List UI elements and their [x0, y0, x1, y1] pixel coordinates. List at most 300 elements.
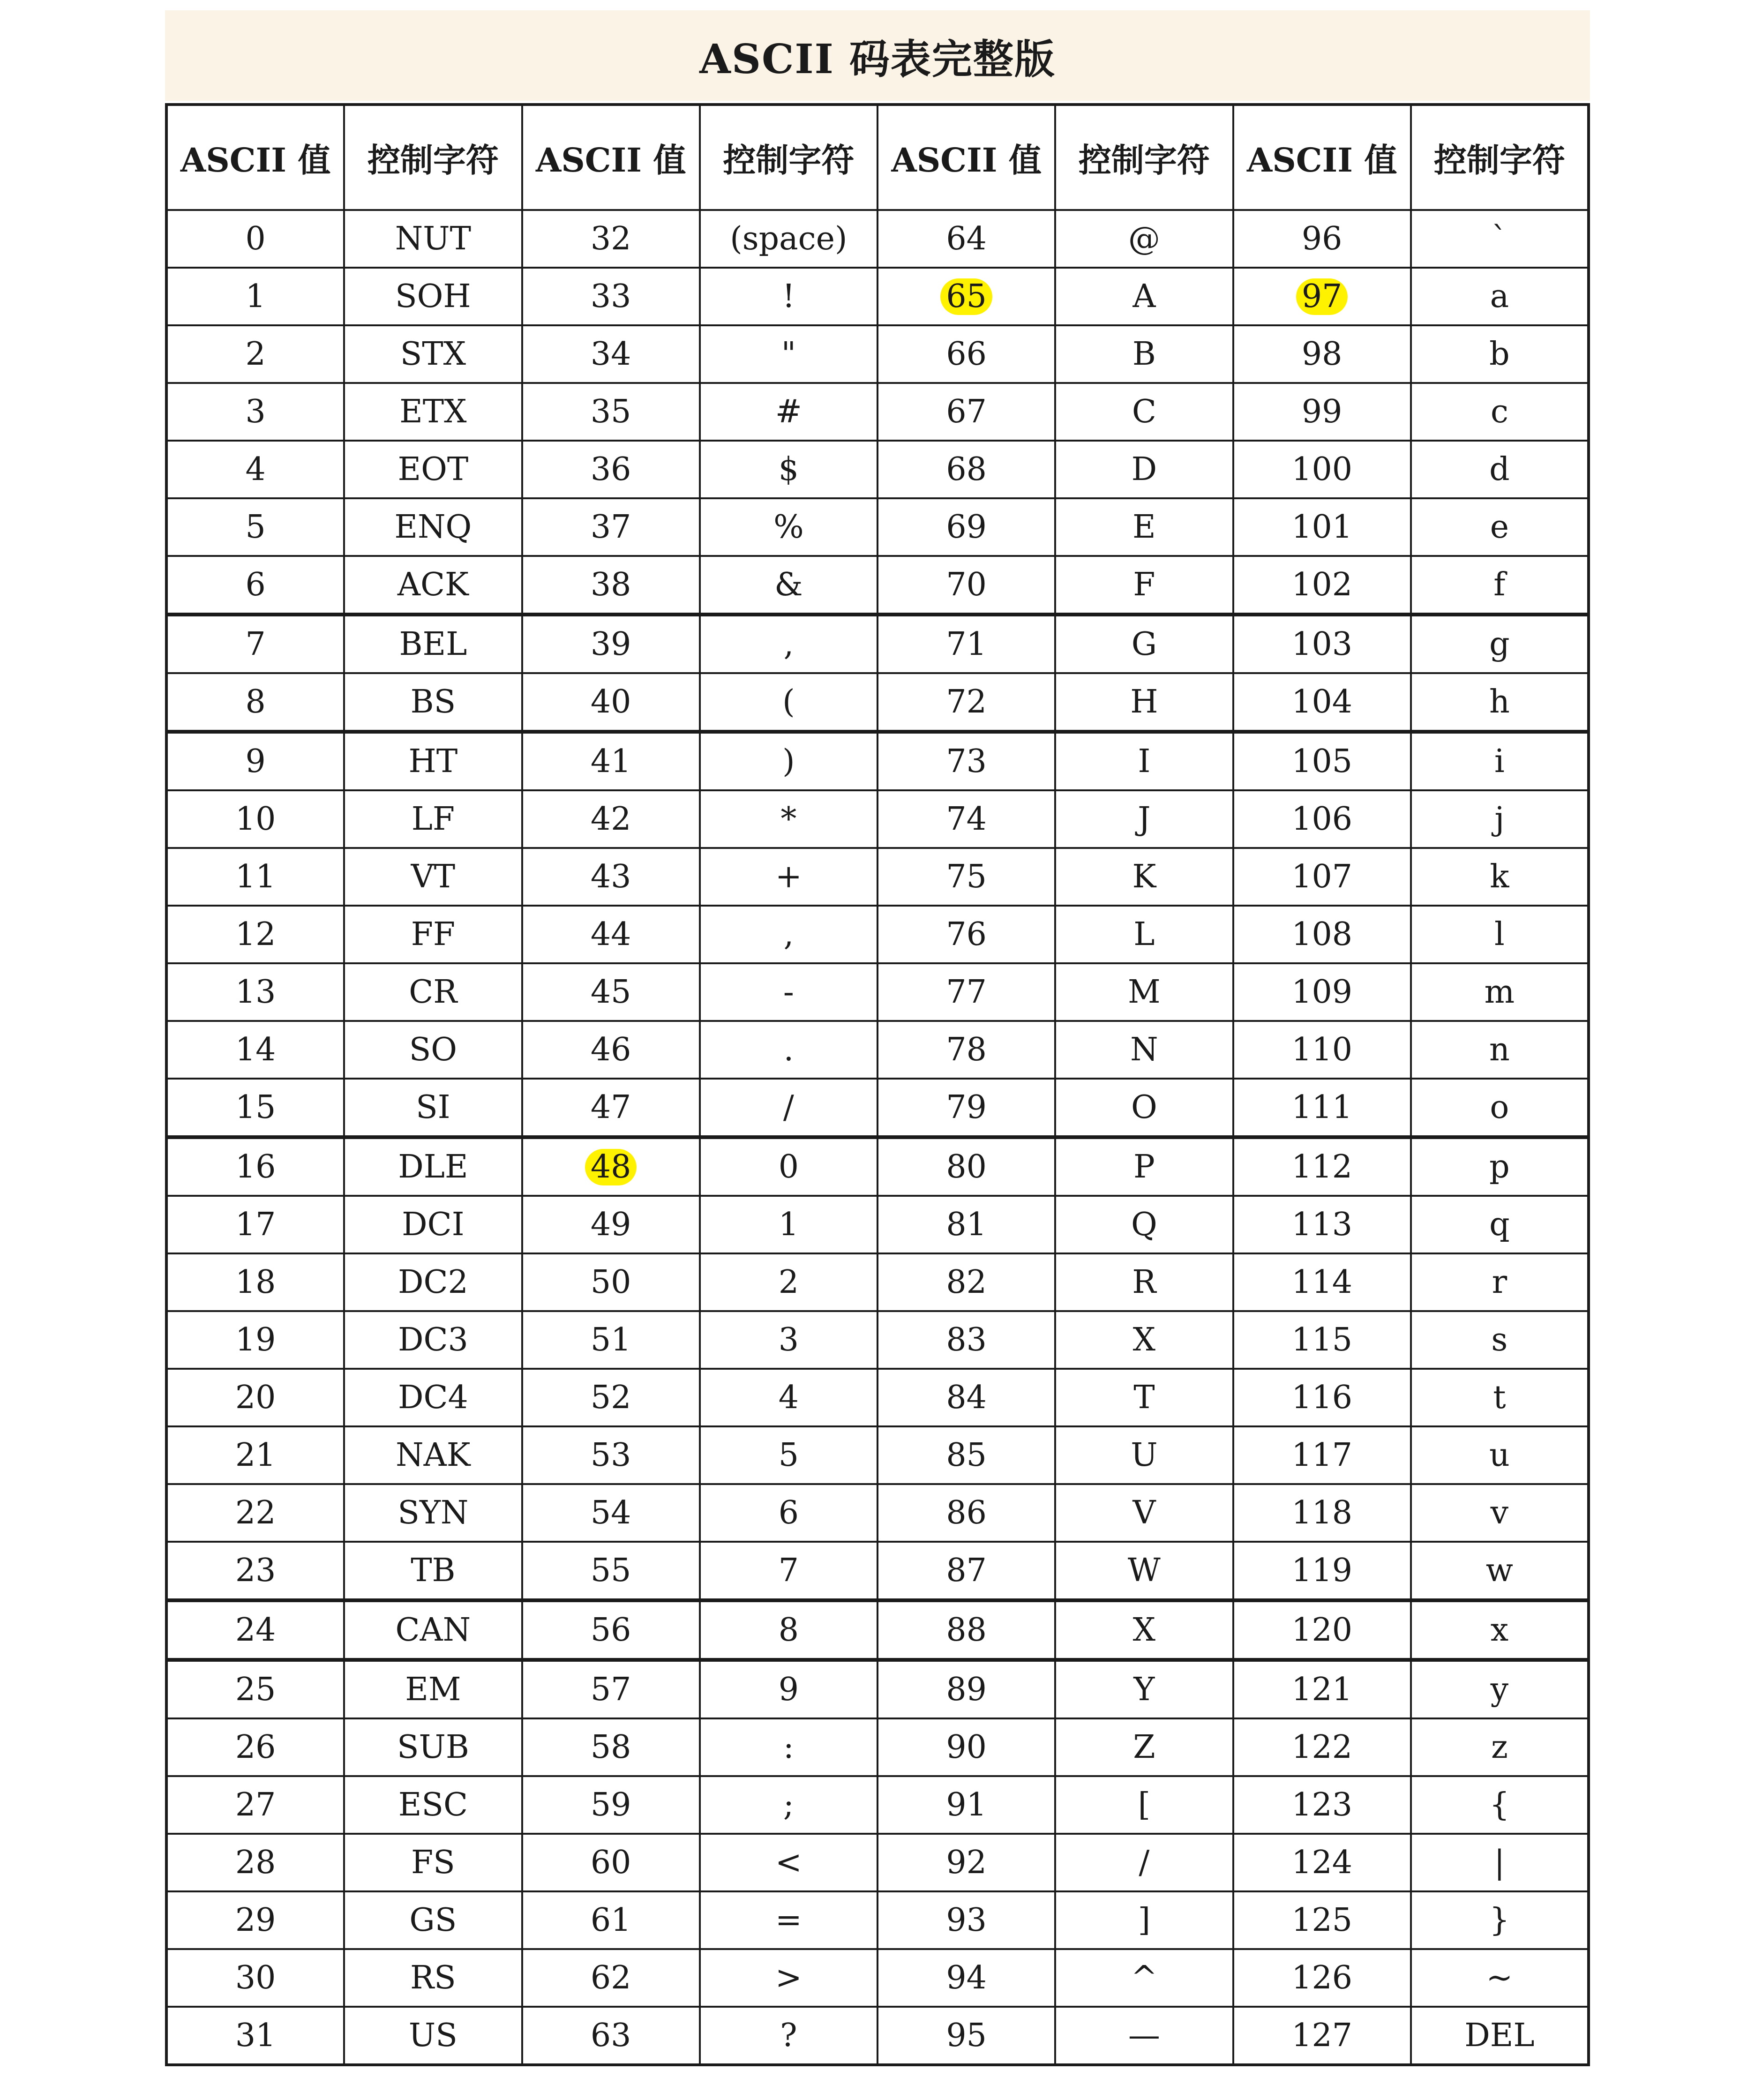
- ascii-value-cell: 50: [522, 1253, 700, 1311]
- control-char-cell: $: [700, 441, 878, 498]
- control-char-cell: d: [1411, 441, 1589, 498]
- control-char-cell: 6: [700, 1484, 878, 1542]
- control-char-cell: DEL: [1411, 2007, 1589, 2065]
- ascii-value-cell: 87: [878, 1542, 1055, 1600]
- control-char-cell: ^: [1055, 1949, 1233, 2007]
- control-char-cell: j: [1411, 790, 1589, 848]
- ascii-value-cell: 108: [1233, 906, 1411, 963]
- control-char-cell: ?: [700, 2007, 878, 2065]
- ascii-value-cell: 82: [878, 1253, 1055, 1311]
- control-char-cell: `: [1411, 210, 1589, 268]
- table-row: [166, 1834, 1589, 1891]
- control-char-cell: 7: [700, 1542, 878, 1600]
- control-char-cell: SI: [344, 1079, 522, 1137]
- control-char-cell: +: [700, 848, 878, 906]
- control-char-cell: ]: [1055, 1891, 1233, 1949]
- ascii-value-cell: 42: [522, 790, 700, 848]
- control-char-cell: m: [1411, 963, 1589, 1021]
- ascii-value-cell: 93: [878, 1891, 1055, 1949]
- table-row: [166, 1660, 1589, 1718]
- control-char-cell: ": [700, 325, 878, 383]
- ascii-value-cell: 110: [1233, 1021, 1411, 1079]
- column-header-ascii-3: ASCII 值: [878, 105, 1055, 210]
- control-char-cell: 1: [700, 1196, 878, 1253]
- control-char-cell: Z: [1055, 1718, 1233, 1776]
- control-char-cell: 8: [700, 1600, 878, 1660]
- control-char-cell: A: [1055, 268, 1233, 325]
- ascii-value-cell: 39: [522, 615, 700, 673]
- ascii-value-cell: 94: [878, 1949, 1055, 2007]
- ascii-value-cell: 15: [166, 1079, 344, 1137]
- control-char-cell: DLE: [344, 1137, 522, 1196]
- control-char-cell: 2: [700, 1253, 878, 1311]
- ascii-value-cell: 58: [522, 1718, 700, 1776]
- control-char-cell: .: [700, 1021, 878, 1079]
- table-row: [166, 732, 1589, 790]
- control-char-cell: z: [1411, 1718, 1589, 1776]
- ascii-value-cell: 100: [1233, 441, 1411, 498]
- ascii-value-cell: 16: [166, 1137, 344, 1196]
- table-row: [166, 1369, 1589, 1426]
- ascii-value-cell: 91: [878, 1776, 1055, 1834]
- ascii-value-cell: 38: [522, 556, 700, 615]
- control-char-cell: b: [1411, 325, 1589, 383]
- control-char-cell: [: [1055, 1776, 1233, 1834]
- ascii-value-cell: 0: [166, 210, 344, 268]
- table-row: [166, 848, 1589, 906]
- ascii-value-cell: 99: [1233, 383, 1411, 441]
- control-char-cell: 0: [700, 1137, 878, 1196]
- control-char-cell: :: [700, 1718, 878, 1776]
- column-header-char-2: 控制字符: [700, 105, 878, 210]
- table-row: [166, 1484, 1589, 1542]
- control-char-cell: r: [1411, 1253, 1589, 1311]
- ascii-value-cell: 72: [878, 673, 1055, 732]
- control-char-cell: CAN: [344, 1600, 522, 1660]
- control-char-cell: K: [1055, 848, 1233, 906]
- ascii-value-cell: 79: [878, 1079, 1055, 1137]
- ascii-value-cell: 89: [878, 1660, 1055, 1718]
- ascii-value-cell: [878, 268, 1055, 325]
- ascii-value-cell: 113: [1233, 1196, 1411, 1253]
- control-char-cell: US: [344, 2007, 522, 2065]
- ascii-value-cell: 45: [522, 963, 700, 1021]
- ascii-value-cell: 63: [522, 2007, 700, 2065]
- ascii-value-cell: 73: [878, 732, 1055, 790]
- table-row: [166, 556, 1589, 615]
- table-row: [166, 906, 1589, 963]
- control-char-cell: s: [1411, 1311, 1589, 1369]
- control-char-cell: (space): [700, 210, 878, 268]
- table-row: [166, 325, 1589, 383]
- ascii-value-cell: 36: [522, 441, 700, 498]
- ascii-value-cell: 56: [522, 1600, 700, 1660]
- control-char-cell: X: [1055, 1600, 1233, 1660]
- table-row: [166, 1079, 1589, 1137]
- control-char-cell: y: [1411, 1660, 1589, 1718]
- control-char-cell: v: [1411, 1484, 1589, 1542]
- ascii-value-cell: 106: [1233, 790, 1411, 848]
- control-char-cell: H: [1055, 673, 1233, 732]
- ascii-table: [165, 103, 1590, 2066]
- ascii-value-cell: 127: [1233, 2007, 1411, 2065]
- control-char-cell: J: [1055, 790, 1233, 848]
- control-char-cell: DC2: [344, 1253, 522, 1311]
- ascii-value-cell: 20: [166, 1369, 344, 1426]
- ascii-value-cell: 26: [166, 1718, 344, 1776]
- control-char-cell: o: [1411, 1079, 1589, 1137]
- ascii-value-cell: 125: [1233, 1891, 1411, 1949]
- control-char-cell: P: [1055, 1137, 1233, 1196]
- control-char-cell: /: [1055, 1834, 1233, 1891]
- control-char-cell: %: [700, 498, 878, 556]
- ascii-value-cell: 102: [1233, 556, 1411, 615]
- ascii-value-cell: 30: [166, 1949, 344, 2007]
- ascii-value-cell: 92: [878, 1834, 1055, 1891]
- ascii-value-cell: 34: [522, 325, 700, 383]
- control-char-cell: /: [700, 1079, 878, 1137]
- table-row: [166, 2007, 1589, 2065]
- control-char-cell: >: [700, 1949, 878, 2007]
- ascii-table-container: [165, 103, 1590, 2054]
- control-char-cell: T: [1055, 1369, 1233, 1426]
- control-char-cell: 9: [700, 1660, 878, 1718]
- table-row: [166, 673, 1589, 732]
- control-char-cell: ETX: [344, 383, 522, 441]
- ascii-value-cell: 43: [522, 848, 700, 906]
- ascii-value-cell: 71: [878, 615, 1055, 673]
- column-header-char-4: 控制字符: [1411, 105, 1589, 210]
- control-char-cell: #: [700, 383, 878, 441]
- control-char-cell: FF: [344, 906, 522, 963]
- ascii-value-cell: 117: [1233, 1426, 1411, 1484]
- control-char-cell: HT: [344, 732, 522, 790]
- highlighted-value: 65: [940, 278, 992, 315]
- ascii-value-cell: 52: [522, 1369, 700, 1426]
- control-char-cell: a: [1411, 268, 1589, 325]
- control-char-cell: E: [1055, 498, 1233, 556]
- table-row: [166, 1196, 1589, 1253]
- ascii-value-cell: 49: [522, 1196, 700, 1253]
- table-row: [166, 1949, 1589, 2007]
- control-char-cell: ): [700, 732, 878, 790]
- ascii-value-cell: 115: [1233, 1311, 1411, 1369]
- control-char-cell: SYN: [344, 1484, 522, 1542]
- ascii-value-cell: 84: [878, 1369, 1055, 1426]
- ascii-value-cell: 122: [1233, 1718, 1411, 1776]
- ascii-value-cell: 13: [166, 963, 344, 1021]
- table-row: [166, 498, 1589, 556]
- control-char-cell: q: [1411, 1196, 1589, 1253]
- control-char-cell: u: [1411, 1426, 1589, 1484]
- control-char-cell: k: [1411, 848, 1589, 906]
- control-char-cell: }: [1411, 1891, 1589, 1949]
- control-char-cell: e: [1411, 498, 1589, 556]
- ascii-value-cell: 121: [1233, 1660, 1411, 1718]
- control-char-cell: l: [1411, 906, 1589, 963]
- ascii-value-cell: 116: [1233, 1369, 1411, 1426]
- control-char-cell: w: [1411, 1542, 1589, 1600]
- table-row: [166, 1718, 1589, 1776]
- control-char-cell: SOH: [344, 268, 522, 325]
- ascii-value-cell: 53: [522, 1426, 700, 1484]
- control-char-cell: R: [1055, 1253, 1233, 1311]
- table-row: [166, 1311, 1589, 1369]
- control-char-cell: p: [1411, 1137, 1589, 1196]
- table-row: [166, 441, 1589, 498]
- ascii-value-cell: 32: [522, 210, 700, 268]
- column-header-char-1: 控制字符: [344, 105, 522, 210]
- control-char-cell: ACK: [344, 556, 522, 615]
- control-char-cell: Y: [1055, 1660, 1233, 1718]
- ascii-value-cell: [522, 1137, 700, 1196]
- ascii-value-cell: 86: [878, 1484, 1055, 1542]
- ascii-value-cell: 104: [1233, 673, 1411, 732]
- control-char-cell: O: [1055, 1079, 1233, 1137]
- control-char-cell: &: [700, 556, 878, 615]
- control-char-cell: i: [1411, 732, 1589, 790]
- control-char-cell: LF: [344, 790, 522, 848]
- ascii-value-cell: 107: [1233, 848, 1411, 906]
- control-char-cell: GS: [344, 1891, 522, 1949]
- control-char-cell: f: [1411, 556, 1589, 615]
- ascii-value-cell: 3: [166, 383, 344, 441]
- ascii-value-cell: 120: [1233, 1600, 1411, 1660]
- control-char-cell: BS: [344, 673, 522, 732]
- control-char-cell: STX: [344, 325, 522, 383]
- ascii-value-cell: 19: [166, 1311, 344, 1369]
- table-row: [166, 1021, 1589, 1079]
- ascii-value-cell: 90: [878, 1718, 1055, 1776]
- ascii-value-cell: 80: [878, 1137, 1055, 1196]
- control-char-cell: CR: [344, 963, 522, 1021]
- ascii-value-cell: 114: [1233, 1253, 1411, 1311]
- ascii-value-cell: 17: [166, 1196, 344, 1253]
- ascii-value-cell: 18: [166, 1253, 344, 1311]
- ascii-value-cell: 69: [878, 498, 1055, 556]
- control-char-cell: SO: [344, 1021, 522, 1079]
- ascii-value-cell: 60: [522, 1834, 700, 1891]
- control-char-cell: ENQ: [344, 498, 522, 556]
- table-row: [166, 1253, 1589, 1311]
- ascii-value-cell: 27: [166, 1776, 344, 1834]
- control-char-cell: DCI: [344, 1196, 522, 1253]
- control-char-cell: D: [1055, 441, 1233, 498]
- ascii-value-cell: 126: [1233, 1949, 1411, 2007]
- header-row: [166, 105, 1589, 210]
- ascii-value-cell: 24: [166, 1600, 344, 1660]
- ascii-value-cell: 118: [1233, 1484, 1411, 1542]
- control-char-cell: t: [1411, 1369, 1589, 1426]
- column-header-ascii-1: ASCII 值: [166, 105, 344, 210]
- table-row: [166, 790, 1589, 848]
- ascii-value-cell: 111: [1233, 1079, 1411, 1137]
- ascii-value-cell: 57: [522, 1660, 700, 1718]
- ascii-value-cell: 35: [522, 383, 700, 441]
- ascii-value-cell: 12: [166, 906, 344, 963]
- table-row: [166, 383, 1589, 441]
- ascii-value-cell: 22: [166, 1484, 344, 1542]
- control-char-cell: C: [1055, 383, 1233, 441]
- table-row: [166, 615, 1589, 673]
- ascii-value-cell: 64: [878, 210, 1055, 268]
- control-char-cell: ESC: [344, 1776, 522, 1834]
- ascii-value-cell: 75: [878, 848, 1055, 906]
- control-char-cell: c: [1411, 383, 1589, 441]
- control-char-cell: =: [700, 1891, 878, 1949]
- ascii-value-cell: 5: [166, 498, 344, 556]
- ascii-value-cell: 95: [878, 2007, 1055, 2065]
- column-header-char-3: 控制字符: [1055, 105, 1233, 210]
- ascii-value-cell: 61: [522, 1891, 700, 1949]
- control-char-cell: {: [1411, 1776, 1589, 1834]
- page-title: ASCII 码表完整版: [699, 35, 1056, 83]
- table-row: [166, 1426, 1589, 1484]
- control-char-cell: I: [1055, 732, 1233, 790]
- ascii-value-cell: 96: [1233, 210, 1411, 268]
- control-char-cell: @: [1055, 210, 1233, 268]
- ascii-value-cell: 31: [166, 2007, 344, 2065]
- highlighted-value: 97: [1296, 278, 1348, 315]
- control-char-cell: *: [700, 790, 878, 848]
- ascii-value-cell: 4: [166, 441, 344, 498]
- control-char-cell: <: [700, 1834, 878, 1891]
- ascii-value-cell: 98: [1233, 325, 1411, 383]
- ascii-value-cell: 51: [522, 1311, 700, 1369]
- control-char-cell: Q: [1055, 1196, 1233, 1253]
- ascii-value-cell: 46: [522, 1021, 700, 1079]
- ascii-value-cell: 76: [878, 906, 1055, 963]
- table-body: [166, 210, 1589, 2065]
- ascii-value-cell: 25: [166, 1660, 344, 1718]
- ascii-value-cell: 62: [522, 1949, 700, 2007]
- ascii-value-cell: 9: [166, 732, 344, 790]
- table-row: [166, 1137, 1589, 1196]
- ascii-value-cell: 44: [522, 906, 700, 963]
- ascii-value-cell: 1: [166, 268, 344, 325]
- control-char-cell: U: [1055, 1426, 1233, 1484]
- control-char-cell: x: [1411, 1600, 1589, 1660]
- control-char-cell: g: [1411, 615, 1589, 673]
- ascii-value-cell: 2: [166, 325, 344, 383]
- ascii-value-cell: 11: [166, 848, 344, 906]
- control-char-cell: N: [1055, 1021, 1233, 1079]
- ascii-value-cell: 66: [878, 325, 1055, 383]
- control-char-cell: W: [1055, 1542, 1233, 1600]
- column-header-ascii-2: ASCII 值: [522, 105, 700, 210]
- ascii-value-cell: 14: [166, 1021, 344, 1079]
- control-char-cell: FS: [344, 1834, 522, 1891]
- ascii-value-cell: 101: [1233, 498, 1411, 556]
- ascii-value-cell: 8: [166, 673, 344, 732]
- ascii-value-cell: 119: [1233, 1542, 1411, 1600]
- control-char-cell: ;: [700, 1776, 878, 1834]
- table-header: [166, 105, 1589, 210]
- control-char-cell: BEL: [344, 615, 522, 673]
- control-char-cell: NUT: [344, 210, 522, 268]
- title-banner: [165, 10, 1590, 101]
- control-char-cell: V: [1055, 1484, 1233, 1542]
- control-char-cell: TB: [344, 1542, 522, 1600]
- table-row: [166, 268, 1589, 325]
- ascii-value-cell: 10: [166, 790, 344, 848]
- control-char-cell: SUB: [344, 1718, 522, 1776]
- control-char-cell: EOT: [344, 441, 522, 498]
- ascii-value-cell: 55: [522, 1542, 700, 1600]
- ascii-value-cell: 105: [1233, 732, 1411, 790]
- ascii-value-cell: 41: [522, 732, 700, 790]
- ascii-value-cell: 85: [878, 1426, 1055, 1484]
- control-char-cell: X: [1055, 1311, 1233, 1369]
- ascii-value-cell: 81: [878, 1196, 1055, 1253]
- ascii-value-cell: 6: [166, 556, 344, 615]
- ascii-value-cell: 74: [878, 790, 1055, 848]
- control-char-cell: ,: [700, 906, 878, 963]
- control-char-cell: VT: [344, 848, 522, 906]
- control-char-cell: ,: [700, 615, 878, 673]
- ascii-value-cell: 68: [878, 441, 1055, 498]
- ascii-value-cell: 103: [1233, 615, 1411, 673]
- ascii-value-cell: 54: [522, 1484, 700, 1542]
- control-char-cell: (: [700, 673, 878, 732]
- control-char-cell: L: [1055, 906, 1233, 963]
- table-row: [166, 1776, 1589, 1834]
- ascii-value-cell: 67: [878, 383, 1055, 441]
- control-char-cell: B: [1055, 325, 1233, 383]
- ascii-value-cell: 7: [166, 615, 344, 673]
- ascii-value-cell: 29: [166, 1891, 344, 1949]
- control-char-cell: 4: [700, 1369, 878, 1426]
- control-char-cell: DC4: [344, 1369, 522, 1426]
- ascii-value-cell: 112: [1233, 1137, 1411, 1196]
- control-char-cell: 3: [700, 1311, 878, 1369]
- ascii-value-cell: 109: [1233, 963, 1411, 1021]
- control-char-cell: !: [700, 268, 878, 325]
- ascii-value-cell: 28: [166, 1834, 344, 1891]
- ascii-value-cell: 37: [522, 498, 700, 556]
- ascii-value-cell: 70: [878, 556, 1055, 615]
- highlighted-value: 48: [585, 1149, 637, 1186]
- table-row: [166, 1600, 1589, 1660]
- table-row: [166, 963, 1589, 1021]
- control-char-cell: EM: [344, 1660, 522, 1718]
- ascii-value-cell: 83: [878, 1311, 1055, 1369]
- ascii-value-cell: 123: [1233, 1776, 1411, 1834]
- column-header-ascii-4: ASCII 值: [1233, 105, 1411, 210]
- control-char-cell: —: [1055, 2007, 1233, 2065]
- control-char-cell: -: [700, 963, 878, 1021]
- ascii-value-cell: [1233, 268, 1411, 325]
- control-char-cell: RS: [344, 1949, 522, 2007]
- ascii-value-cell: 23: [166, 1542, 344, 1600]
- ascii-value-cell: 88: [878, 1600, 1055, 1660]
- control-char-cell: M: [1055, 963, 1233, 1021]
- ascii-value-cell: 59: [522, 1776, 700, 1834]
- ascii-value-cell: 47: [522, 1079, 700, 1137]
- table-row: [166, 210, 1589, 268]
- control-char-cell: ~: [1411, 1949, 1589, 2007]
- control-char-cell: n: [1411, 1021, 1589, 1079]
- ascii-value-cell: 77: [878, 963, 1055, 1021]
- control-char-cell: G: [1055, 615, 1233, 673]
- ascii-value-cell: 21: [166, 1426, 344, 1484]
- ascii-value-cell: 40: [522, 673, 700, 732]
- control-char-cell: F: [1055, 556, 1233, 615]
- control-char-cell: 5: [700, 1426, 878, 1484]
- control-char-cell: DC3: [344, 1311, 522, 1369]
- ascii-value-cell: 124: [1233, 1834, 1411, 1891]
- control-char-cell: NAK: [344, 1426, 522, 1484]
